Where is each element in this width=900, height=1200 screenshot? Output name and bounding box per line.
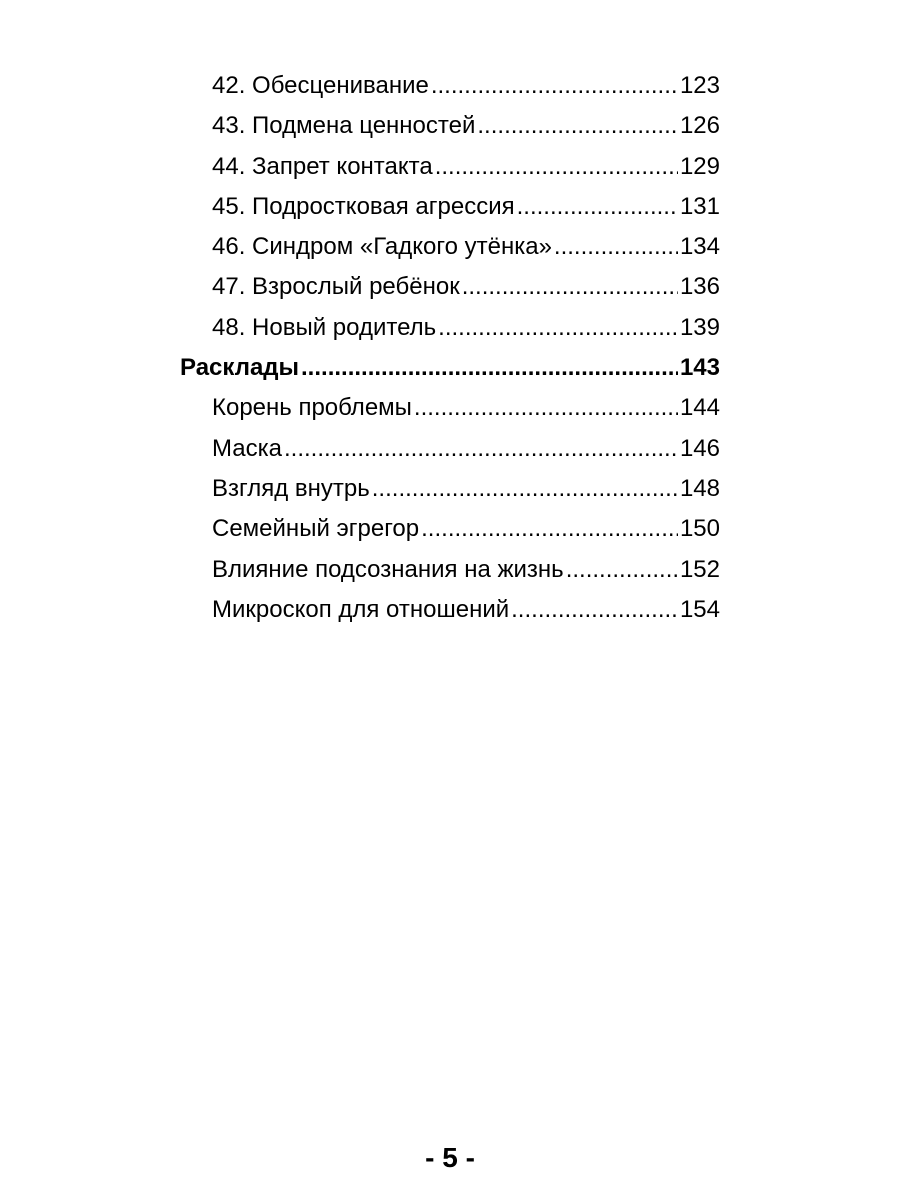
toc-leader-dots	[477, 106, 678, 146]
toc-entry-page: 152	[679, 555, 720, 583]
toc-entry-title: Взгляд внутрь	[212, 474, 370, 502]
toc-section-page: 143	[679, 354, 720, 382]
toc-leader-dots	[301, 348, 678, 388]
toc-leader-dots	[462, 267, 678, 307]
toc-entry-title: 44. Запрет контакта	[212, 152, 433, 180]
toc-entry-page: 150	[679, 515, 720, 543]
toc-entry-title: 48. Новый родитель	[212, 313, 437, 341]
toc-entry-page: 123	[679, 72, 720, 99]
toc-entry-title: 46. Синдром «Гадкого утёнка»	[212, 233, 552, 261]
toc-entry-page: 144	[679, 394, 720, 422]
toc-entry[interactable]	[180, 550, 720, 590]
page-number: - 5 -	[425, 1142, 475, 1173]
table-of-contents	[180, 66, 720, 630]
toc-leader-dots	[414, 388, 678, 428]
toc-entry[interactable]	[180, 267, 720, 307]
toc-leader-dots	[284, 429, 678, 469]
toc-entry[interactable]	[180, 147, 720, 187]
toc-leader-dots	[431, 66, 678, 106]
toc-entry[interactable]	[180, 227, 720, 267]
toc-entry-page: 146	[679, 434, 720, 462]
toc-entry[interactable]	[180, 187, 720, 227]
toc-leader-dots	[517, 187, 678, 227]
toc-leader-dots	[421, 509, 678, 549]
toc-entry[interactable]	[180, 106, 720, 146]
toc-entry-page: 129	[679, 152, 720, 180]
toc-entry-page: 131	[679, 192, 720, 220]
toc-entry-page: 126	[679, 112, 720, 140]
toc-leader-dots	[554, 227, 678, 267]
toc-section-title: Расклады	[180, 354, 300, 382]
toc-entry-page: 148	[679, 474, 720, 502]
toc-entry-title: Корень проблемы	[212, 394, 412, 422]
toc-entry-page: 136	[679, 273, 720, 301]
toc-leader-dots	[566, 550, 678, 590]
toc-leader-dots	[435, 147, 678, 187]
toc-leader-dots	[438, 308, 678, 348]
toc-entry[interactable]	[180, 509, 720, 549]
toc-section-heading[interactable]	[180, 348, 720, 388]
toc-entry-title: 43. Подмена ценностей	[212, 112, 476, 140]
toc-entry[interactable]	[180, 469, 720, 509]
toc-entry[interactable]	[180, 388, 720, 428]
toc-entry-title: Влияние подсознания на жизнь	[212, 555, 564, 583]
toc-entry[interactable]	[180, 308, 720, 348]
toc-leader-dots	[372, 469, 678, 509]
toc-entry[interactable]	[180, 590, 720, 630]
toc-entry-title: Микроскоп для отношений	[212, 595, 510, 623]
toc-entry[interactable]	[180, 66, 720, 106]
toc-entry-title: Семейный эгрегор	[212, 515, 420, 543]
toc-entry-title: 47. Взрослый ребёнок	[212, 273, 460, 301]
toc-entry-title: Маска	[212, 434, 282, 462]
toc-entry-page: 134	[679, 233, 720, 261]
toc-entry-page: 139	[679, 313, 720, 341]
toc-leader-dots	[511, 590, 678, 630]
toc-entry-title: 45. Подростковая агрессия	[212, 192, 515, 220]
toc-entry-page: 154	[679, 595, 720, 623]
toc-entry-title: 42. Обесценивание	[212, 72, 429, 99]
toc-entry[interactable]	[180, 429, 720, 469]
